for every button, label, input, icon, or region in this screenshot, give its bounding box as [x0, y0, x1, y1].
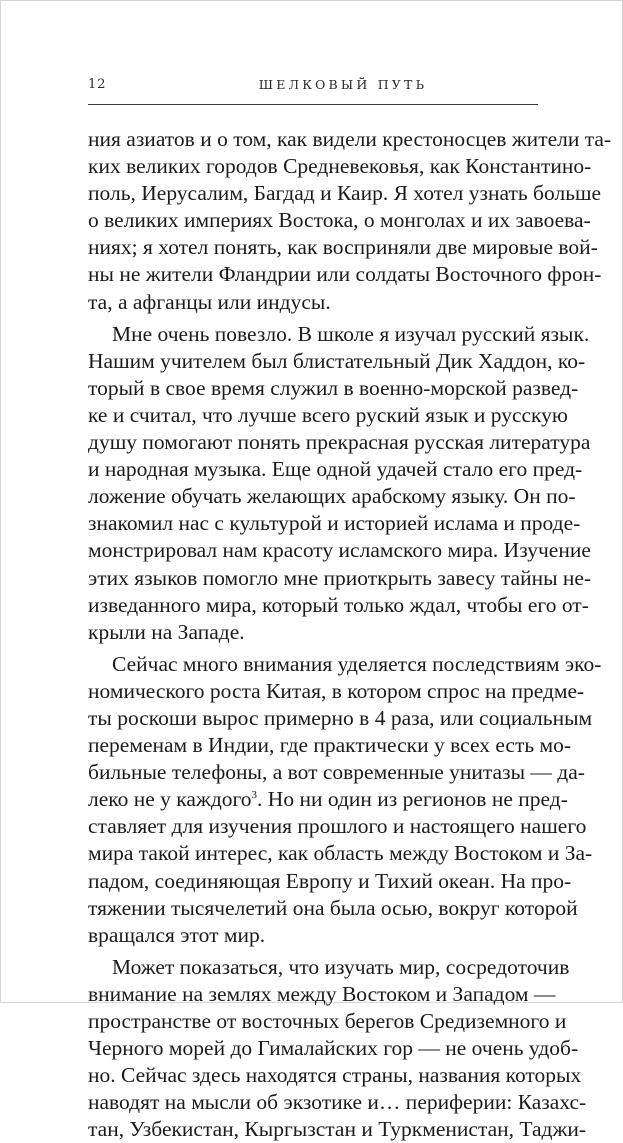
line-text: та, а афганцы или индусы.: [88, 289, 331, 314]
line-text: поль, Иерусалим, Багдад и Каир. Я хотел узнать больше: [88, 181, 602, 206]
text-line: [88, 402, 568, 429]
text-line: [88, 1008, 567, 1035]
text-line: [88, 348, 586, 375]
text-line: [88, 375, 579, 402]
line-text: мира такой интерес, как область между Востоком и За-: [88, 841, 593, 866]
text-line: [88, 592, 589, 619]
text-line: [88, 180, 602, 207]
paragraph: [88, 954, 587, 1143]
text-line: [88, 732, 572, 759]
line-text: знакомил нас с культурой и историей ислама и проде-: [88, 511, 581, 536]
running-header: [88, 77, 538, 99]
text-line: [88, 565, 592, 592]
text-line: [88, 483, 576, 510]
text-line: [88, 261, 602, 288]
line-text: ставляет для изучения прошлого и настоящего нашего: [88, 814, 587, 839]
text-line: [88, 786, 568, 813]
line-text: бильные телефоны, а вот современные унитазы — да-: [88, 760, 585, 785]
line-text: ких великих городов Средневековья, как Константино-: [88, 154, 592, 179]
text-line: [88, 289, 538, 316]
running-title: ШЕЛКОВЫЙ ПУТЬ: [258, 77, 428, 92]
text-line: [88, 126, 612, 153]
text-line: [88, 840, 593, 867]
text-line: [88, 813, 587, 840]
line-text: номического роста Китая, в котором спрос на предме-: [88, 678, 585, 703]
line-text: Нашим учителем был блистательный Дик Хаддон, ко-: [88, 348, 586, 373]
line-text: переменам в Индии, где практически у всех есть мо-: [88, 733, 572, 758]
text-line: [88, 619, 538, 646]
line-text: ты роскоши вырос примерно в 4 раза, или социальным: [88, 705, 593, 730]
paragraph: [88, 321, 592, 646]
text-line: [88, 1062, 582, 1089]
text-line: [88, 981, 556, 1008]
line-text: Может показаться, что изучать мир, сосредоточив: [112, 954, 570, 979]
header-rule: [88, 104, 538, 105]
text-line: [88, 954, 570, 981]
line-text: ложение обучать желающих арабскому языку. Он по-: [88, 484, 576, 509]
paragraph: [88, 651, 602, 949]
line-text: тяжении тысячелетий она была осью, вокруг которой: [88, 895, 578, 920]
text-line: [88, 456, 583, 483]
line-text: Черного морей до Гималайских гор — не очень удоб-: [88, 1036, 579, 1061]
text-line: [88, 895, 578, 922]
line-text: леко не у каждого: [88, 787, 252, 812]
text-line: [88, 1089, 587, 1116]
line-text: Мне очень повезло. В школе я изучал русский язык.: [112, 321, 590, 346]
line-text: ны не жители Фландрии или солдаты Восточного фрон-: [88, 262, 602, 287]
text-line: [88, 922, 538, 949]
line-text: и народная музыка. Еще одной удачей стало его пред-: [88, 457, 583, 482]
text-line: [88, 429, 591, 456]
line-text: ниях; я хотел понять, как восприняли две мировые вой-: [88, 235, 598, 260]
paragraph: [88, 126, 612, 316]
text-line: [88, 153, 592, 180]
text-line: [88, 234, 598, 261]
text-line: [88, 868, 572, 895]
line-text-continuation: . Но ни один из регионов не пред-: [257, 787, 568, 812]
line-text: вращался этот мир.: [88, 922, 266, 947]
line-text: ке и считал, что лучше всего руский язык и русскую: [88, 402, 568, 427]
line-text: монстрировал нам красоту исламского мира. Изучение: [88, 538, 591, 563]
text-line: [88, 321, 590, 348]
line-text: внимание на землях между Востоком и Западом —: [88, 981, 556, 1006]
footnote-reference[interactable]: 3: [251, 789, 258, 802]
line-text: пространстве от восточных берегов Средиземного и: [88, 1009, 567, 1033]
line-text: этих языков помогло мне приоткрыть завесу тайны не-: [88, 565, 592, 590]
text-line: [88, 678, 585, 705]
line-text: наводят на мысли об экзотике и… периферии: Казахс-: [88, 1090, 587, 1115]
line-text: изведанного мира, который только ждал, чтобы его от-: [88, 592, 589, 617]
line-text: торый в свое время служил в военно-морской развед-: [88, 375, 579, 400]
line-text: душу помогают понять прекрасная русская литература: [88, 430, 591, 455]
body-text: [88, 126, 612, 1143]
line-text: но. Сейчас здесь находятся страны, названия которых: [88, 1063, 582, 1088]
text-line: [88, 1116, 586, 1143]
line-text: крыли на Западе.: [88, 619, 245, 644]
line-text: о великих империях Востока, о монголах и их завоева-: [88, 208, 591, 233]
line-text: падом, соединяющая Европу и Тихий океан. На про-: [88, 868, 572, 893]
text-line: [88, 510, 581, 537]
text-line: [88, 1035, 579, 1062]
text-line: [88, 207, 591, 234]
page-number: 12: [88, 77, 107, 92]
line-text: ния азиатов и о том, как видели крестоносцев жители та-: [88, 127, 612, 151]
text-line: [88, 537, 591, 564]
text-line: [88, 705, 593, 732]
text-line: [88, 651, 602, 678]
text-line: [88, 759, 585, 786]
line-text: Сейчас много внимания уделяется последствиям эко-: [112, 651, 602, 676]
line-text: тан, Узбекистан, Кыргызстан и Туркменистан, Таджи-: [88, 1117, 586, 1142]
